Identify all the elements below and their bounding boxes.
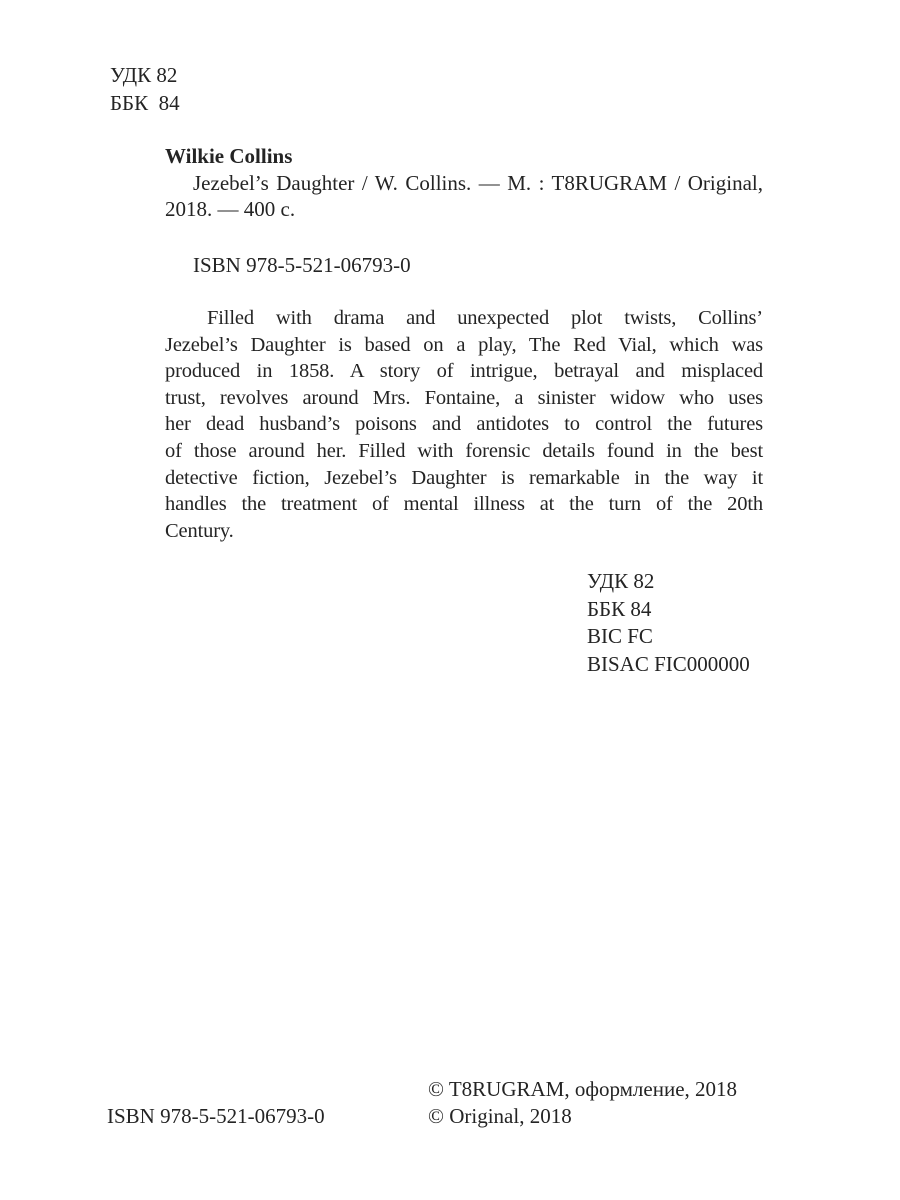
text-line: © Original, 2018: [428, 1103, 572, 1128]
bibliographic-description: [165, 170, 763, 223]
copyright-lines: [428, 1076, 737, 1130]
text-line: handles the treatment of mental illness at the turn of the 20th: [165, 493, 763, 516]
isbn-top: ISBN 978-5-521-06793-0: [193, 253, 411, 277]
text-line: © T8RUGRAM, оформление, 2018: [428, 1077, 738, 1101]
text-line: Jezebel’s Daughter / W. Collins. — M. : T8RUGRAM / Original,: [193, 170, 763, 195]
text-line: trust, revolves around Mrs. Fontaine, a sinister widow who uses: [165, 386, 763, 409]
text-line: BISAC FIC000000: [587, 651, 750, 676]
author-name: Wilkie Collins: [165, 144, 293, 168]
text-line: BIC FC: [587, 624, 653, 648]
text-line: detective fiction, Jezebel’s Daughter is remarkable in the way it: [165, 466, 763, 489]
text-line: ББК 84: [587, 596, 652, 621]
text-line: УДК 82: [587, 569, 655, 593]
classification-codes-right: [587, 568, 750, 678]
text-line: Filled with drama and unexpected plot twists, Collins’: [207, 307, 763, 329]
text-line: УДК 82: [110, 63, 178, 87]
text-line: Century.: [165, 519, 234, 542]
annotation-paragraph: [165, 305, 763, 544]
bibliographic-entry: [165, 143, 763, 223]
text-line: produced in 1858. A story of intrigue, betrayal and misplaced: [165, 360, 763, 383]
text-line: ББК 84: [110, 90, 180, 115]
udc-bbk-codes-top: [110, 62, 180, 117]
text-line: of those around her. Filled with forensic details found in the best: [165, 439, 763, 462]
text-line: Jezebel’s Daughter is based on a play, The Red Vial, which was: [165, 333, 763, 356]
isbn-bottom: ISBN 978-5-521-06793-0: [107, 1104, 325, 1128]
text-line: her dead husband’s poisons and antidotes to control the futures: [165, 413, 763, 436]
text-line: 2018. — 400 с.: [165, 197, 296, 222]
